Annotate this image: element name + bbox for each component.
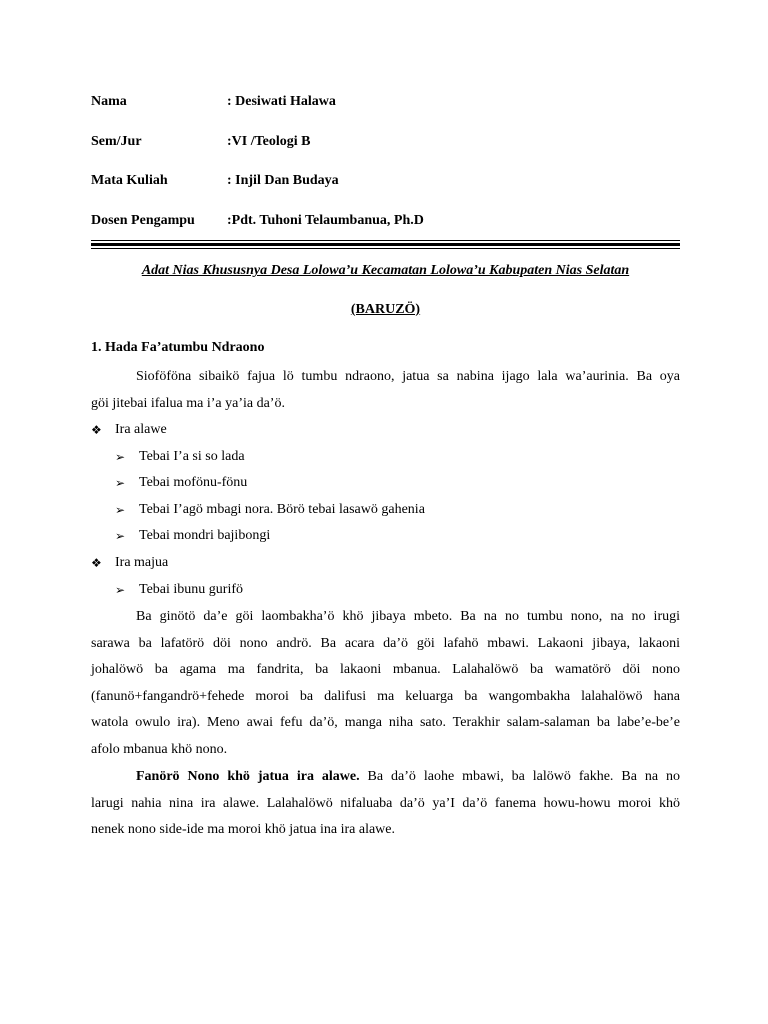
arrow-bullet-icon: ➢ bbox=[115, 583, 126, 597]
paragraph-line: göi jitebai ifalua ma i’a ya’ia da’ö. bbox=[91, 396, 285, 411]
info-label: Sem/Jur bbox=[91, 134, 142, 149]
diamond-bullet-icon: ❖ bbox=[91, 423, 102, 437]
divider-line bbox=[91, 248, 680, 249]
bold-phrase: Fanörö Nono khö jatua ira alawe. bbox=[136, 769, 360, 784]
paragraph-line: Ba ginötö da’e göi laombakha’ö khö jibaya mbeto. Ba na no tumbu nono, na no irugi bbox=[136, 609, 680, 624]
paragraph-line: nenek nono side-ide ma moroi khö jatua ina ira alawe. bbox=[91, 822, 396, 837]
info-value: :VI /Teologi B bbox=[227, 134, 311, 149]
list-item-label: Ira majua bbox=[115, 555, 169, 570]
section-heading: 1. Hada Fa’atumbu Ndraono bbox=[91, 340, 265, 355]
list-item-text: Tebai I’a si so lada bbox=[139, 449, 245, 464]
divider-line bbox=[91, 240, 680, 241]
list-item-text: Tebai mondri bajibongi bbox=[139, 528, 271, 543]
paragraph-line: sarawa ba lafatörö döi nono andrö. Ba acara da’ö göi lafahö mbawi. Lakaoni jibaya, lakaoni bbox=[91, 636, 680, 651]
paragraph-line bbox=[136, 767, 680, 787]
info-value: : Desiwati Halawa bbox=[227, 94, 336, 109]
list-item-label: Ira alawe bbox=[115, 422, 167, 437]
paragraph-line: Sioföföna sibaikö fajua lö tumbu ndraono, jatua sa nabina ijago lala wa’aurinia. Ba oya bbox=[136, 369, 680, 384]
arrow-bullet-icon: ➢ bbox=[115, 476, 126, 490]
list-item-text: Tebai ibunu gurifö bbox=[139, 582, 243, 597]
arrow-bullet-icon: ➢ bbox=[115, 503, 126, 517]
paragraph-text: Ba da’ö laohe mbawi, ba lalöwö fakhe. Ba na no bbox=[359, 769, 680, 784]
paragraph-line: (fanunö+fangandrö+fehede moroi ba dalifusi ma keluarga ba wangombakha lalahalöwö hana bbox=[91, 689, 680, 704]
divider-line bbox=[91, 243, 680, 246]
list-item-text: Tebai mofönu-fönu bbox=[139, 475, 248, 490]
paragraph-line: larugi nahia nina ira alawe. Lalahalöwö nifaluaba da’ö ya’I da’ö fanema howu-howu moroi khö bbox=[91, 796, 680, 811]
arrow-bullet-icon: ➢ bbox=[115, 450, 126, 464]
diamond-bullet-icon: ❖ bbox=[91, 556, 102, 570]
document-subtitle: (BARUZÖ) bbox=[350, 302, 421, 317]
info-label: Mata Kuliah bbox=[91, 173, 168, 188]
info-value: :Pdt. Tuhoni Telaumbanua, Ph.D bbox=[227, 213, 424, 228]
arrow-bullet-icon: ➢ bbox=[115, 529, 126, 543]
document-title: Adat Nias Khususnya Desa Lolowa’u Kecamatan Lolowa’u Kabupaten Nias Selatan bbox=[141, 263, 630, 278]
info-value: : Injil Dan Budaya bbox=[227, 173, 339, 188]
paragraph-line: afolo mbanua khö nono. bbox=[91, 742, 228, 757]
paragraph-line: johalöwö ba agama ma fandrita, ba lakaoni mbanua. Lalahalöwö ba wamatörö döi nono bbox=[91, 662, 680, 677]
info-label: Dosen Pengampu bbox=[91, 213, 195, 228]
list-item-text: Tebai I’agö mbagi nora. Börö tebai lasawö gahenia bbox=[139, 502, 425, 517]
info-label: Nama bbox=[91, 94, 127, 109]
paragraph-line: watola owulo ira). Meno awai fefu da’ö, manga niha sato. Terakhir salam-salaman ba labe’e-be’e bbox=[91, 715, 680, 730]
